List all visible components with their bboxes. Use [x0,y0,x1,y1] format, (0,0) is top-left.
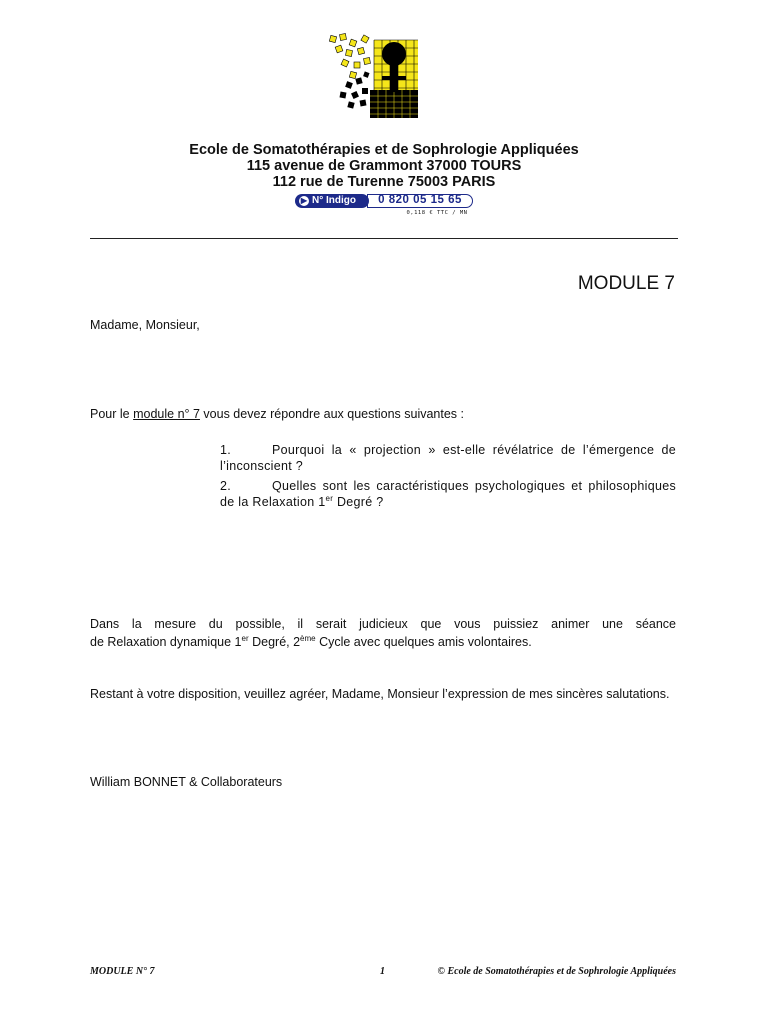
seance-paragraph [90,615,676,651]
superscript: er [241,634,249,643]
seance-part-2: Degré, 2 [248,635,301,649]
question-number: 1. [220,443,232,457]
header-divider [90,238,678,239]
footer-page-number: 1 [380,966,385,977]
seance-line-1: Dans la mesure du possible, il serait judicieux que vous puissiez animer une séance [90,617,676,631]
module-link[interactable]: module n° 7 [133,407,200,421]
arrow-right-icon: ▶ [300,196,308,205]
intro-after: vous devez répondre aux questions suivantes : [199,407,465,421]
address-paris: 112 rue de Turenne 75003 PARIS [272,174,496,190]
module-title: MODULE 7 [577,273,675,294]
seance-part-1: de Relaxation dynamique 1 [90,635,242,649]
closing-paragraph: Restant à votre disposition, veuillez agréer, Madame, Monsieur l’expression de mes sincères salutations. [90,687,670,701]
question-text: Quelles sont les caractéristiques psychologiques et philosophiques de la Relaxation 1 [220,479,676,509]
school-name: Ecole de Somatothérapies et de Sophrologie Appliquées [189,142,579,158]
superscript: er [325,494,334,503]
address-tours: 115 avenue de Grammont 37000 TOURS [246,158,522,174]
footer-copyright: © Ecole de Somatothérapies et de Sophrologie Appliquées [437,966,676,977]
phone-number: 0 820 05 15 65 [367,194,473,208]
tarif-note: 0,118 € TTC / MN [406,210,468,216]
letterhead [0,142,768,190]
school-logo-icon [326,32,418,118]
seance-part-3: Cycle avec quelques amis volontaires. [315,635,532,649]
indigo-number-badge [295,194,477,220]
indigo-label: N° Indigo [312,195,356,206]
indigo-label-pill [295,194,369,208]
superscript: ème [300,634,316,643]
intro-paragraph [90,405,464,423]
seance-line-2 [90,633,676,651]
footer-left: MODULE N° 7 [90,966,155,977]
question-2 [220,478,676,510]
signature: William BONNET & Collaborateurs [90,775,283,789]
question-text-end: Degré ? [333,495,384,509]
question-1 [220,442,676,474]
salutation: Madame, Monsieur, [90,318,200,332]
intro-before: Pour le [90,407,134,421]
question-text: Pourquoi la « projection » est-elle révélatrice de l’émergence de l’inconscient ? [220,443,676,473]
question-number: 2. [220,479,232,493]
